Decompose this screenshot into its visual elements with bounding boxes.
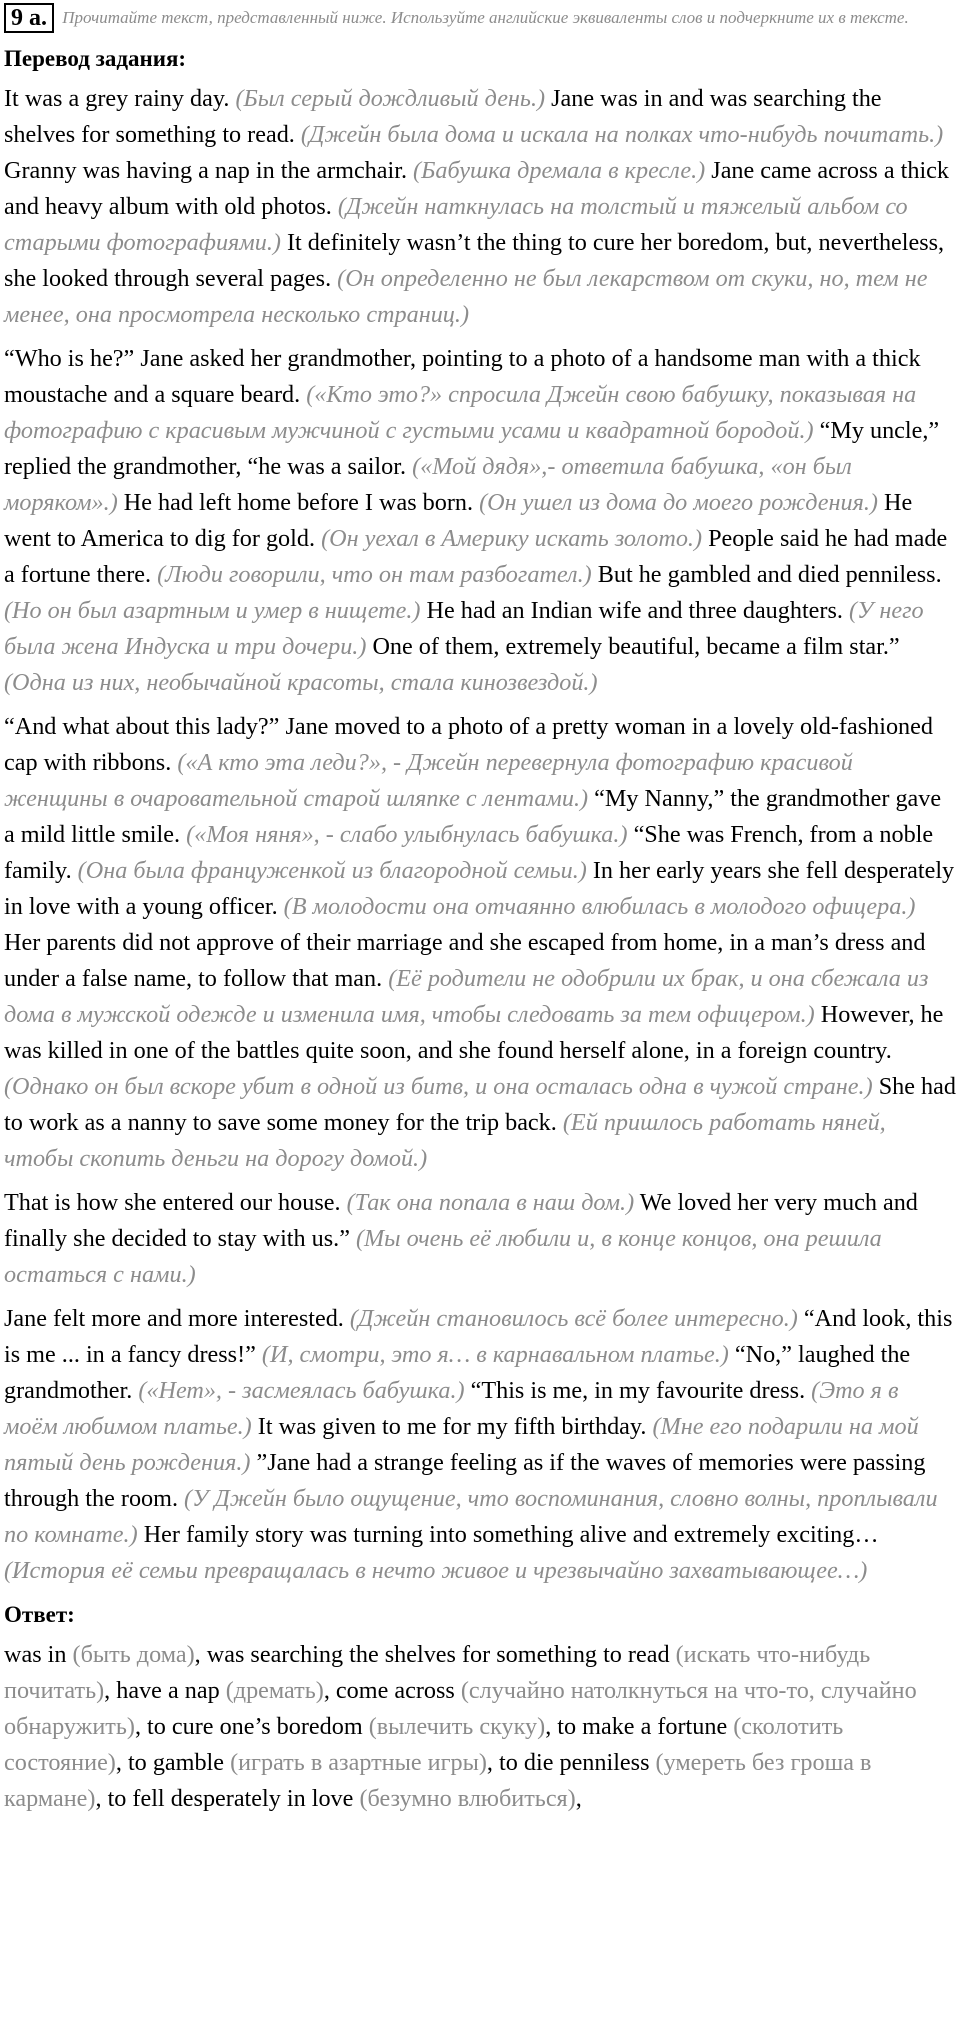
answer-heading: Ответ:	[4, 1602, 75, 1627]
answer-trailing-comma: ,	[575, 1785, 582, 1812]
english-sentence: In her early years she fell desperately in love with a young officer.	[4, 857, 955, 920]
russian-translation: («Мой дядя»,- ответила бабушка, «он был моряком».)	[4, 453, 852, 516]
russian-translation: (В молодости она отчаянно влюбилась в молодого офицера.)	[283, 893, 916, 920]
task-number: 9 a.	[4, 3, 54, 33]
english-sentence: It definitely wasn’t the thing to cure her boredom, but, nevertheless, she looked through several pages.	[4, 229, 945, 292]
translation-text	[4, 81, 956, 1589]
answer-phrase: to fell desperately in love	[107, 1785, 354, 1812]
russian-translation: (У него была жена Индуска и три дочери.)	[4, 597, 924, 660]
russian-translation: (Люди говорили, что он там разбогател.)	[157, 561, 592, 588]
paragraph	[4, 81, 956, 333]
english-sentence: “My uncle,” replied the grandmother, “he was a sailor.	[4, 417, 940, 480]
answer-gloss: (безумно влюбиться)	[359, 1785, 576, 1812]
russian-translation: (Джейн наткнулась на толстый и тяжелый альбом со старыми фотографиями.)	[4, 193, 908, 256]
answer-phrase: to gamble	[127, 1749, 225, 1776]
russian-translation: (Джейн была дома и искала на полках что-нибудь почитать.)	[300, 121, 944, 148]
answer-phrase: was in	[4, 1641, 67, 1668]
russian-translation: (И, смотри, это я… в карнавальном платье.)	[261, 1341, 729, 1368]
answer-gloss: (умереть без гроша в кармане)	[4, 1749, 872, 1812]
english-sentence: It was a grey rainy day.	[4, 85, 230, 112]
english-sentence: Her parents did not approve of their marriage and she escaped from home, in a man’s dress and under a false name, to follow that man.	[4, 929, 926, 992]
english-sentence: However, he was killed in one of the battles quite soon, and she found herself alone, in a foreign country.	[4, 1001, 944, 1064]
russian-translation: (История её семьи превращалась в нечто живое и чрезвычайно захватывающее…)	[4, 1557, 868, 1584]
answer-phrase: come across	[335, 1677, 455, 1704]
english-sentence: ”Jane had a strange feeling as if the waves of memories were passing through the room.	[4, 1449, 926, 1512]
russian-translation: (Мне его подарили на мой пятый день рождения.)	[4, 1413, 919, 1476]
russian-translation: («Нет», - засмеялась бабушка.)	[138, 1377, 465, 1404]
english-sentence: Granny was having a nap in the armchair.	[4, 157, 407, 184]
russian-translation: (Он определенно не был лекарством от скуки, но, тем не менее, она просмотрела несколько страниц.)	[4, 265, 928, 328]
english-sentence: She had to work as a nanny to save some money for the trip back.	[4, 1073, 956, 1136]
english-sentence: “Who is he?” Jane asked her grandmother, pointing to a photo of a handsome man with a thick moustache and a square beard.	[4, 345, 921, 408]
answer-gloss: (дремать)	[225, 1677, 324, 1704]
russian-translation: (Был серый дождливый день.)	[235, 85, 546, 112]
answer-phrase: was searching the shelves for something to read	[206, 1641, 670, 1668]
russian-translation: (Бабушка дремала в кресле.)	[413, 157, 706, 184]
english-sentence: “She was French, from a noble family.	[4, 821, 934, 884]
english-sentence: “No,” laughed the grandmother.	[4, 1341, 911, 1404]
english-sentence: Jane felt more and more interested.	[4, 1305, 344, 1332]
translation-heading: Перевод задания:	[4, 46, 187, 71]
english-sentence: “And what about this lady?” Jane moved to a photo of a pretty woman in a lovely old-fashioned cap with ribbons.	[4, 713, 933, 776]
russian-translation: (Он уехал в Америку искать золото.)	[321, 525, 703, 552]
english-sentence: He had left home before I was born.	[123, 489, 474, 516]
russian-translation: (Мы очень её любили и, в конце концов, она решила остаться с нами.)	[4, 1225, 882, 1288]
answer-text: was in (быть дома), was searching the shelves for something to read (искать что-нибудь почитать), have a nap (дремать), come across (случайно натолкнуться на что-то, случайно обнаружить), to cure one’s boredom (вылечить скуку), to make a fortune (сколотить состояние), to gamble (играть в азартные игры), to die penniless (умереть без гроша в кармане), to fell desperately in love (безумно влюбиться),	[4, 1641, 917, 1812]
answer-gloss: (случайно натолкнуться на что-то, случайно обнаружить)	[4, 1677, 917, 1740]
english-sentence: We loved her very much and finally she decided to stay with us.”	[4, 1189, 918, 1252]
answer-phrase: have a nap	[116, 1677, 220, 1704]
task-instruction: Прочитайте текст, представленный ниже. Используйте английские эквиваленты слов и подчеркните их в тексте.	[62, 8, 909, 27]
answer-gloss: (вылечить скуку)	[368, 1713, 546, 1740]
russian-translation: (Её родители не одобрили их брак, и она сбежала из дома в мужской одежде и изменила имя, чтобы следовать за тем офицером.)	[4, 965, 929, 1028]
english-sentence: “And look, this is me ... in a fancy dress!”	[4, 1305, 953, 1368]
paragraph	[4, 1185, 956, 1293]
english-sentence: He went to America to dig for gold.	[4, 489, 913, 552]
english-sentence: That is how she entered our house.	[4, 1189, 341, 1216]
english-sentence: He had an Indian wife and three daughters.	[426, 597, 843, 624]
task-header	[4, 2, 956, 33]
answer-gloss: (быть дома)	[72, 1641, 195, 1668]
russian-translation: (Однако он был вскоре убит в одной из битв, и она осталась одна в чужой стране.)	[4, 1073, 873, 1100]
english-sentence: “My Nanny,” the grandmother gave a mild little smile.	[4, 785, 942, 848]
english-sentence: But he gambled and died penniless.	[597, 561, 942, 588]
russian-translation: («А кто эта леди?», - Джейн перевернула фотографию красивой женщины в очаровательной старой шляпке с лентами.)	[4, 749, 853, 812]
paragraph	[4, 341, 956, 701]
russian-translation: (Одна из них, необычайной красоты, стала кинозвездой.)	[4, 669, 598, 696]
answer-gloss: (играть в азартные игры)	[230, 1749, 487, 1776]
english-sentence: Jane was in and was searching the shelves for something to read.	[4, 85, 882, 148]
russian-translation: (Ей пришлось работать няней, чтобы скопить деньги на дорогу домой.)	[4, 1109, 886, 1172]
english-sentence: People said he had made a fortune there.	[4, 525, 948, 588]
russian-translation: (Так она попала в наш дом.)	[346, 1189, 635, 1216]
russian-translation: (Но он был азартным и умер в нищете.)	[4, 597, 421, 624]
answer-gloss: (сколотить состояние)	[4, 1713, 844, 1776]
answer-phrase: to cure one’s boredom	[147, 1713, 363, 1740]
paragraph	[4, 709, 956, 1177]
english-sentence: “This is me, in my favourite dress.	[470, 1377, 806, 1404]
russian-translation: (Она была француженкой из благородной семьи.)	[77, 857, 587, 884]
answer-phrase: to die penniless	[499, 1749, 650, 1776]
english-sentence: One of them, extremely beautiful, became a film star.”	[372, 633, 900, 660]
russian-translation: («Моя няня», - слабо улыбнулась бабушка.)	[186, 821, 628, 848]
answer-gloss: (искать что-нибудь почитать)	[4, 1641, 871, 1704]
english-sentence: It was given to me for my fifth birthday.	[257, 1413, 647, 1440]
russian-translation: (У Джейн было ощущение, что воспоминания, словно волны, проплывали по комнате.)	[4, 1485, 938, 1548]
paragraph	[4, 1301, 956, 1589]
english-sentence: Jane came across a thick and heavy album with old photos.	[4, 157, 950, 220]
answer-phrase: to make a fortune	[557, 1713, 728, 1740]
russian-translation: (Он ушел из дома до моего рождения.)	[479, 489, 878, 516]
russian-translation: (Это я в моём любимом платье.)	[4, 1377, 899, 1440]
russian-translation: («Кто это?» спросила Джейн свою бабушку, показывая на фотографию с красивым мужчиной с густыми усами и квадратной бородой.)	[4, 381, 917, 444]
russian-translation: (Джейн становилось всё более интересно.)	[349, 1305, 798, 1332]
english-sentence: Her family story was turning into something alive and extremely exciting…	[143, 1521, 879, 1548]
